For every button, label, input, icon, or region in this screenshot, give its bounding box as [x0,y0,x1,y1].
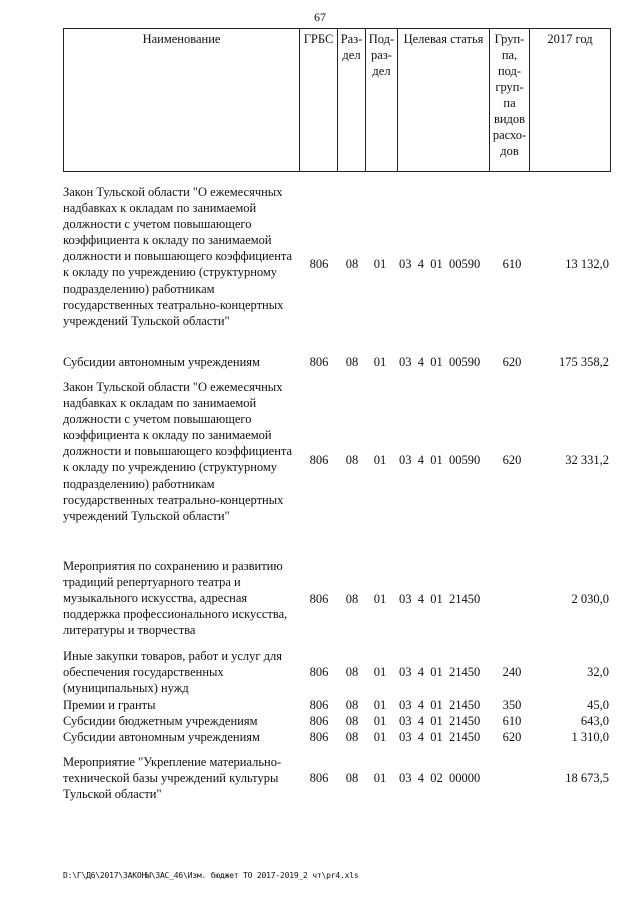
row-name: Мероприятие "Укрепление материально-технической базы учреждений культуры Тульской области" [63,755,282,802]
row-gruppa: 350 [502,698,522,712]
row-podrazdel: 01 [373,771,387,785]
row-amount: 2 030,0 [571,592,609,606]
row-grbs: 806 [309,698,329,712]
row-tselevaya: 03 4 01 00590 [399,453,481,467]
row-amount: 13 132,0 [565,257,609,271]
row-amount: 32 331,2 [565,453,609,467]
row-name: Закон Тульской области "О ежемесячных надбавках к окладам по занимаемой должности с учетом повышающего коэффициента к окладу по занимаемой должности и повышающего коэффициента к окладу по учреждению (структурному подразделению) работникам государственных театрально-концертных учреждений Тульской области" [63,380,293,523]
row-tselevaya: 03 4 02 00000 [399,771,481,785]
header-name: Наименование [64,29,300,171]
table-row [63,697,611,713]
row-grbs: 806 [309,730,329,744]
row-name: Премии и гранты [63,698,156,712]
row-gruppa: 620 [502,453,522,467]
row-name: Закон Тульской области "О ежемесячных надбавках к окладам по занимаемой должности с учетом повышающего коэффициента к окладу по занимаемой должности и повышающего коэффициента к окладу по учреждению (структурному подразделению) работникам государственных театрально-концертных учреждений Тульской области" [63,185,293,328]
row-tselevaya: 03 4 01 21450 [399,730,481,744]
table-row [63,379,611,541]
row-razdel: 08 [345,592,359,606]
row-amount: 1 310,0 [571,730,609,744]
row-tselevaya: 03 4 01 21450 [399,665,481,679]
row-amount: 45,0 [587,698,609,712]
row-podrazdel: 01 [373,257,387,271]
table-row [63,354,611,372]
row-grbs: 806 [309,592,329,606]
row-podrazdel: 01 [373,698,387,712]
row-grbs: 806 [309,257,329,271]
row-podrazdel: 01 [373,730,387,744]
row-gruppa: 240 [502,665,522,679]
row-razdel: 08 [345,771,359,785]
table-row [63,713,611,729]
row-name: Субсидии бюджетным учреждениям [63,714,258,728]
row-gruppa: 620 [502,730,522,744]
row-razdel: 08 [345,698,359,712]
row-razdel: 08 [345,665,359,679]
table-row [63,648,611,698]
table-row [63,754,611,804]
row-amount: 175 358,2 [559,355,609,369]
row-razdel: 08 [345,257,359,271]
table-row [63,558,611,640]
row-tselevaya: 03 4 01 21450 [399,698,481,712]
row-razdel: 08 [345,355,359,369]
row-gruppa: 610 [502,714,522,728]
header-tselevaya: Целевая статья [398,29,490,171]
row-razdel: 08 [345,714,359,728]
row-razdel: 08 [345,730,359,744]
row-name: Субсидии автономным учреждениям [63,355,260,369]
row-tselevaya: 03 4 01 00590 [399,257,481,271]
row-amount: 32,0 [587,665,609,679]
page-number: 67 [314,10,326,24]
row-tselevaya: 03 4 01 21450 [399,714,481,728]
row-podrazdel: 01 [373,453,387,467]
row-tselevaya: 03 4 01 00590 [399,355,481,369]
row-tselevaya: 03 4 01 21450 [399,592,481,606]
header-razdel: Раз- дел [338,29,366,171]
row-podrazdel: 01 [373,714,387,728]
header-grbs: ГРБС [300,29,338,171]
table-header [63,28,611,172]
file-path-footer: D:\Г\Д6\2017\ЗАКОНЫ\ЗАС_46\Изм. бюджет ТО 2017-2019_2 чт\pr4.xls [63,871,359,880]
row-amount: 643,0 [580,714,609,728]
row-grbs: 806 [309,665,329,679]
header-podrazdel: Под- раз- дел [366,29,398,171]
row-razdel: 08 [345,453,359,467]
header-gruppa: Груп- па, под- груп- па видов расхо- дов [490,29,530,171]
row-name: Субсидии автономным учреждениям [63,730,260,744]
row-name: Мероприятия по сохранению и развитию традиций репертуарного театра и музыкального искусства, адресная поддержка профессионального искусства, литературы и творчества [63,559,288,638]
header-year: 2017 год [547,32,593,46]
table-row [63,729,611,745]
row-gruppa: 610 [502,257,522,271]
row-podrazdel: 01 [373,665,387,679]
row-podrazdel: 01 [373,355,387,369]
row-grbs: 806 [309,355,329,369]
row-grbs: 806 [309,771,329,785]
table-row [63,184,611,346]
row-grbs: 806 [309,453,329,467]
row-podrazdel: 01 [373,592,387,606]
row-grbs: 806 [309,714,329,728]
row-name: Иные закупки товаров, работ и услуг для обеспечения государственных (муниципальных) нужд [63,649,283,696]
row-amount: 18 673,5 [565,771,609,785]
row-gruppa: 620 [502,355,522,369]
